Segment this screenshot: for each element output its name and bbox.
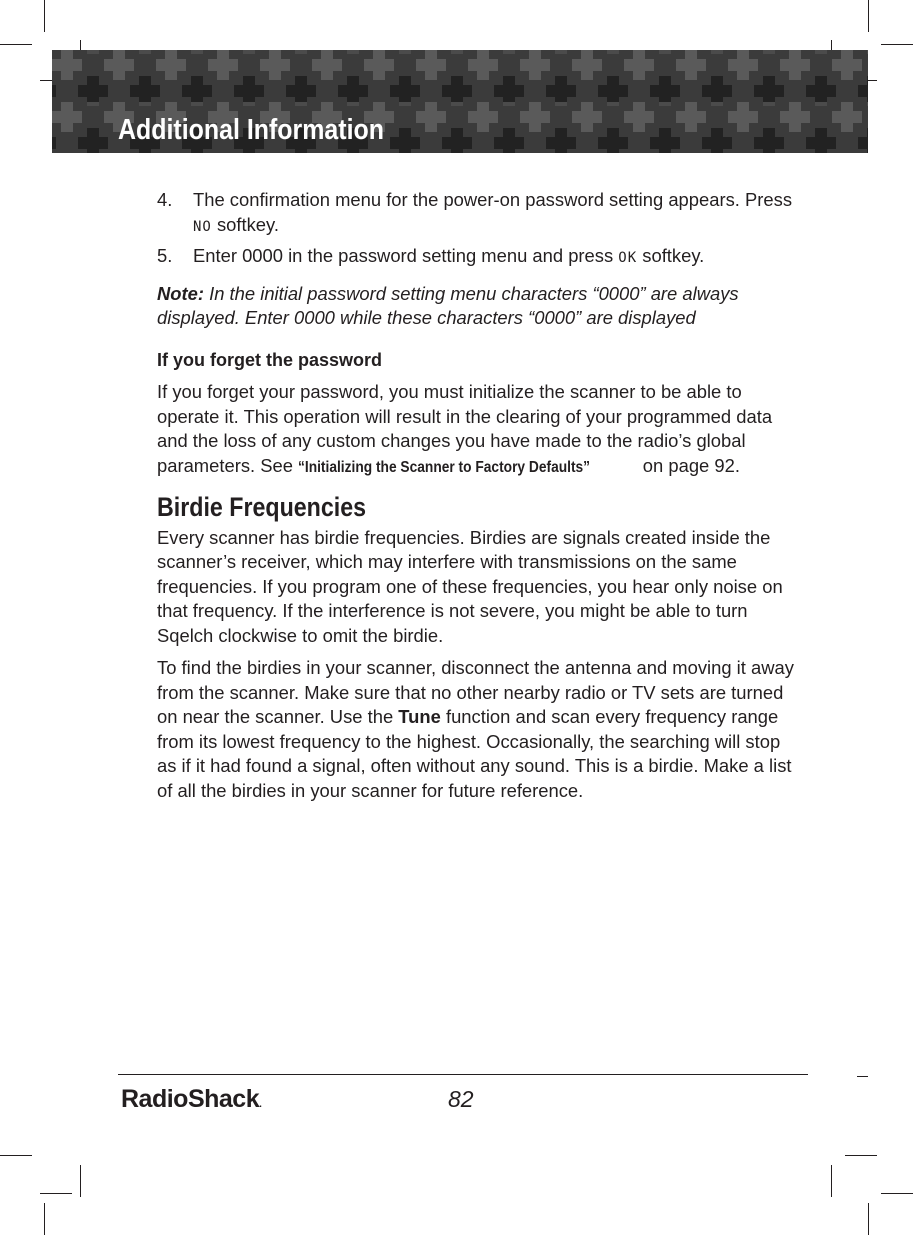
paragraph-text: function and scan every frequency range from its lowest frequency to the highest. Occasionally, the searching will stop as if it had found a signal, often without any sound. This is a birdie. Make a list of all the birdies in your scanner for future reference. — [157, 706, 792, 801]
radioshack-logo — [121, 1085, 261, 1114]
crop-mark — [0, 1155, 32, 1156]
crop-mark — [80, 1165, 81, 1197]
paragraph-text: To find the birdies in your scanner, disconnect the antenna and moving it away from the scanner. Make sure that no other nearby radio or TV sets are turned on near the scanner. Use the — [157, 657, 794, 727]
paragraph-text: If you forget your password, you must initialize the scanner to be able to operate it. This operation will result in the clearing of your programmed data and the loss of any custom changes you have made to the radio’s global parameters. See — [157, 381, 773, 476]
step-text: Enter 0000 in the password setting menu and press — [193, 245, 619, 266]
paragraph-birdie-2 — [157, 656, 797, 803]
paragraph-birdie-1: Every scanner has birdie frequencies. Birdies are signals created inside the scanner’s receiver, which may interfere with transmissions on the same frequencies. If you program one of these frequencies, you hear only noise on that frequency. If the interference is not severe, you might be able to turn Sqelch clockwise to omit the birdie. — [157, 526, 783, 646]
crop-mark — [881, 1193, 913, 1194]
crop-mark — [845, 1155, 877, 1156]
crop-mark — [831, 1165, 832, 1197]
crop-mark — [857, 1076, 868, 1077]
brand-name: RadioShack — [121, 1085, 260, 1113]
lcd-softkey-label: OK — [618, 250, 638, 266]
note-text: In the initial password setting menu characters “0000” are always displayed. Enter 0000 while these characters “0000” are displayed — [157, 282, 739, 328]
subheading-forget-password: If you forget the password — [157, 349, 383, 370]
brand-mark: . — [259, 1099, 262, 1110]
page-content — [157, 188, 797, 803]
section-heading-birdie: Birdie Frequencies — [157, 492, 367, 522]
step-number: 4. — [157, 189, 173, 210]
note — [157, 282, 797, 331]
page-number: 82 — [448, 1086, 474, 1112]
crop-mark — [868, 1203, 869, 1235]
cross-reference-link[interactable]: “Initializing the Scanner to Factory Defaults” — [298, 458, 591, 476]
step-item — [157, 244, 797, 271]
tune-keyword: Tune — [398, 706, 441, 727]
crop-mark — [44, 0, 45, 32]
crop-mark — [40, 1193, 72, 1194]
crop-mark — [881, 44, 913, 45]
lcd-softkey-label: NO — [193, 218, 212, 235]
step-number: 5. — [157, 245, 173, 266]
step-text: softkey. — [211, 213, 279, 235]
paragraph-text: on page 92. — [637, 454, 740, 476]
step-text: softkey. — [637, 245, 705, 266]
step-item — [157, 188, 797, 239]
note-label: Note: — [157, 282, 204, 304]
step-text: The confirmation menu for the power-on password setting appears. Press — [193, 189, 793, 210]
paragraph-forget-password — [157, 380, 797, 480]
footer-divider — [118, 1074, 808, 1075]
header-title: Additional Information — [118, 114, 385, 146]
crop-mark — [44, 1203, 45, 1235]
crop-mark — [0, 44, 32, 45]
header-banner — [52, 50, 868, 153]
crop-mark — [868, 0, 869, 32]
